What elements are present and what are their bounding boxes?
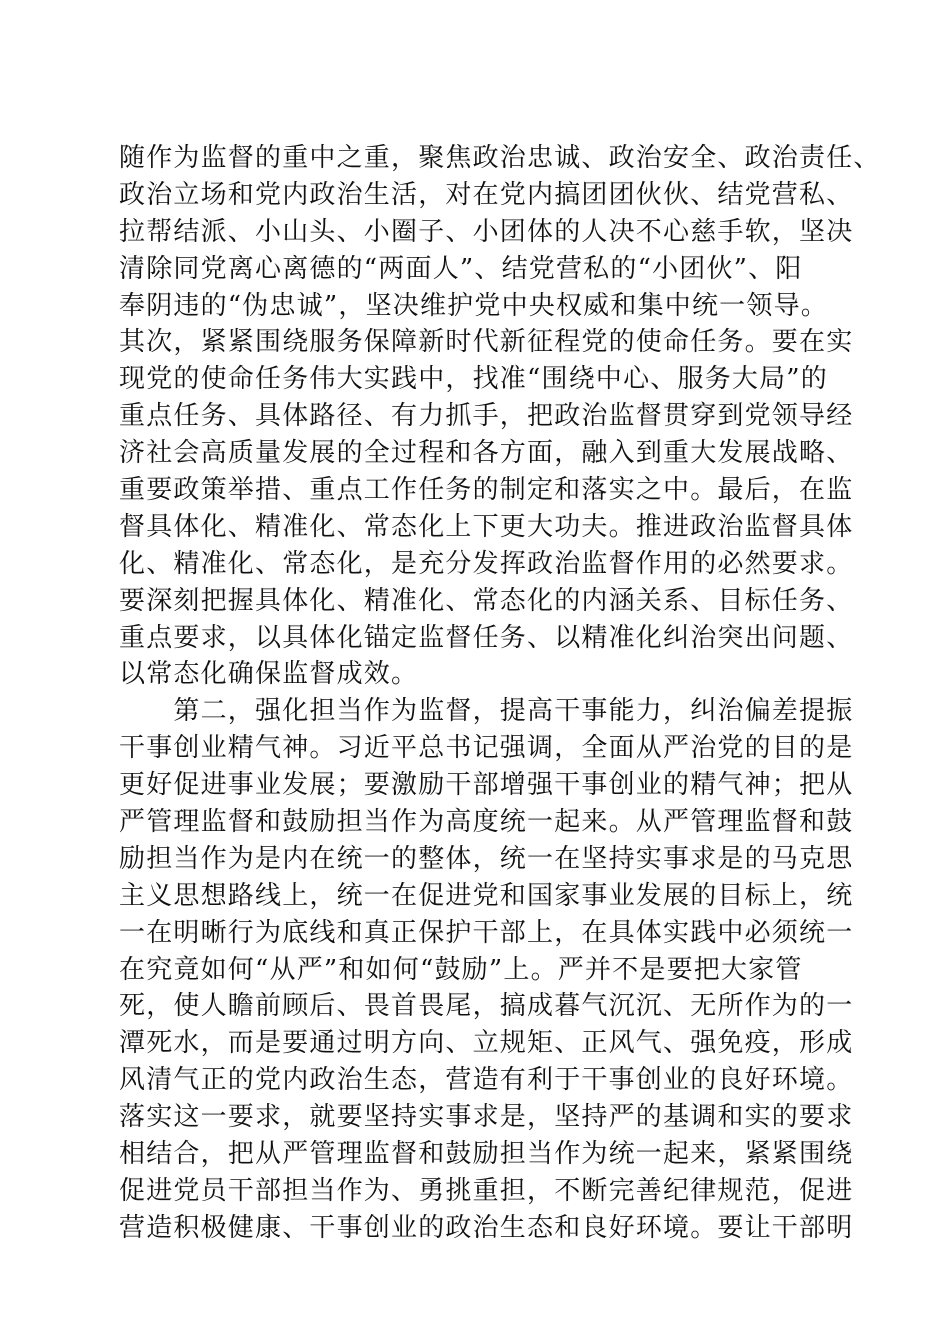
text-line: 重点任务、具体路径、有力抓手，把政治监督贯穿到党领导经 [119,401,854,432]
text-line: 其次，紧紧围绕服务保障新时代新征程党的使命任务。要在实 [119,327,854,358]
text-line: 主义思想路线上，统一在促进党和国家事业发展的目标上，统 [119,880,854,911]
text-line: 更好促进事业发展；要激励干部增强干事创业的精气神；把从 [119,770,854,801]
text-line: 相结合，把从严管理监督和鼓励担当作为统一起来，紧紧围绕 [119,1139,854,1170]
text-line: 要深刻把握具体化、精准化、常态化的内涵关系、目标任务、 [119,585,854,616]
text-line: 营造积极健康、干事创业的政治生态和良好环境。要让干部明 [119,1212,854,1243]
text-line: 在究竟如何“从严”和如何“鼓励”上。严并不是要把大家管 [119,954,803,985]
text-line: 督具体化、精准化、常态化上下更大功夫。推进政治监督具体 [119,511,854,542]
text-line: 严管理监督和鼓励担当作为高度统一起来。从严管理监督和鼓 [119,807,854,838]
text-line: 干事创业精气神。习近平总书记强调，全面从严治党的目的是 [119,733,854,764]
text-line: 促进党员干部担当作为、勇挑重担，不断完善纪律规范，促进 [119,1175,854,1206]
text-line: 随作为监督的重中之重，聚焦政治忠诚、政治安全、政治责任、 [119,143,881,173]
text-line: 清除同党离心离德的“两面人”、结党营私的“小团伙”、阳 [119,253,803,284]
text-line: 潭死水，而是要通过明方向、立规矩、正风气、强免疫，形成 [119,1028,854,1059]
text-line: 重要政策举措、重点工作任务的制定和落实之中。最后，在监 [119,475,854,506]
text-line: 重点要求，以具体化锚定监督任务、以精准化纠治突出问题、 [119,622,854,653]
text-line: 奉阴违的“伪忠诚”，坚决维护党中央权威和集中统一领导。 [119,290,828,321]
text-line: 第二，强化担当作为监督，提高干事能力，纠治偏差提振 [119,696,854,727]
text-line: 化、精准化、常态化，是充分发挥政治监督作用的必然要求。 [119,548,854,579]
text-line: 以常态化确保监督成效。 [119,659,419,690]
text-line: 政治立场和党内政治生活，对在党内搞团团伙伙、结党营私、 [119,179,854,210]
text-line: 励担当作为是内在统一的整体，统一在坚持实事求是的马克思 [119,843,854,874]
text-line: 风清气正的党内政治生态，营造有利于干事创业的良好环境。 [119,1065,854,1096]
text-line: 拉帮结派、小山头、小圈子、小团体的人决不心慈手软，坚决 [119,216,854,247]
text-line: 死，使人瞻前顾后、畏首畏尾，搞成暮气沉沉、无所作为的一 [119,991,854,1022]
text-line: 济社会高质量发展的全过程和各方面，融入到重大发展战略、 [119,438,854,469]
text-line: 一在明晰行为底线和真正保护干部上，在具体实践中必须统一 [119,917,854,948]
body-text [119,140,881,1247]
text-line: 落实这一要求，就要坚持实事求是，坚持严的基调和实的要求 [119,1102,854,1133]
text-line: 现党的使命任务伟大实践中，找准“围绕中心、服务大局”的 [119,364,828,395]
